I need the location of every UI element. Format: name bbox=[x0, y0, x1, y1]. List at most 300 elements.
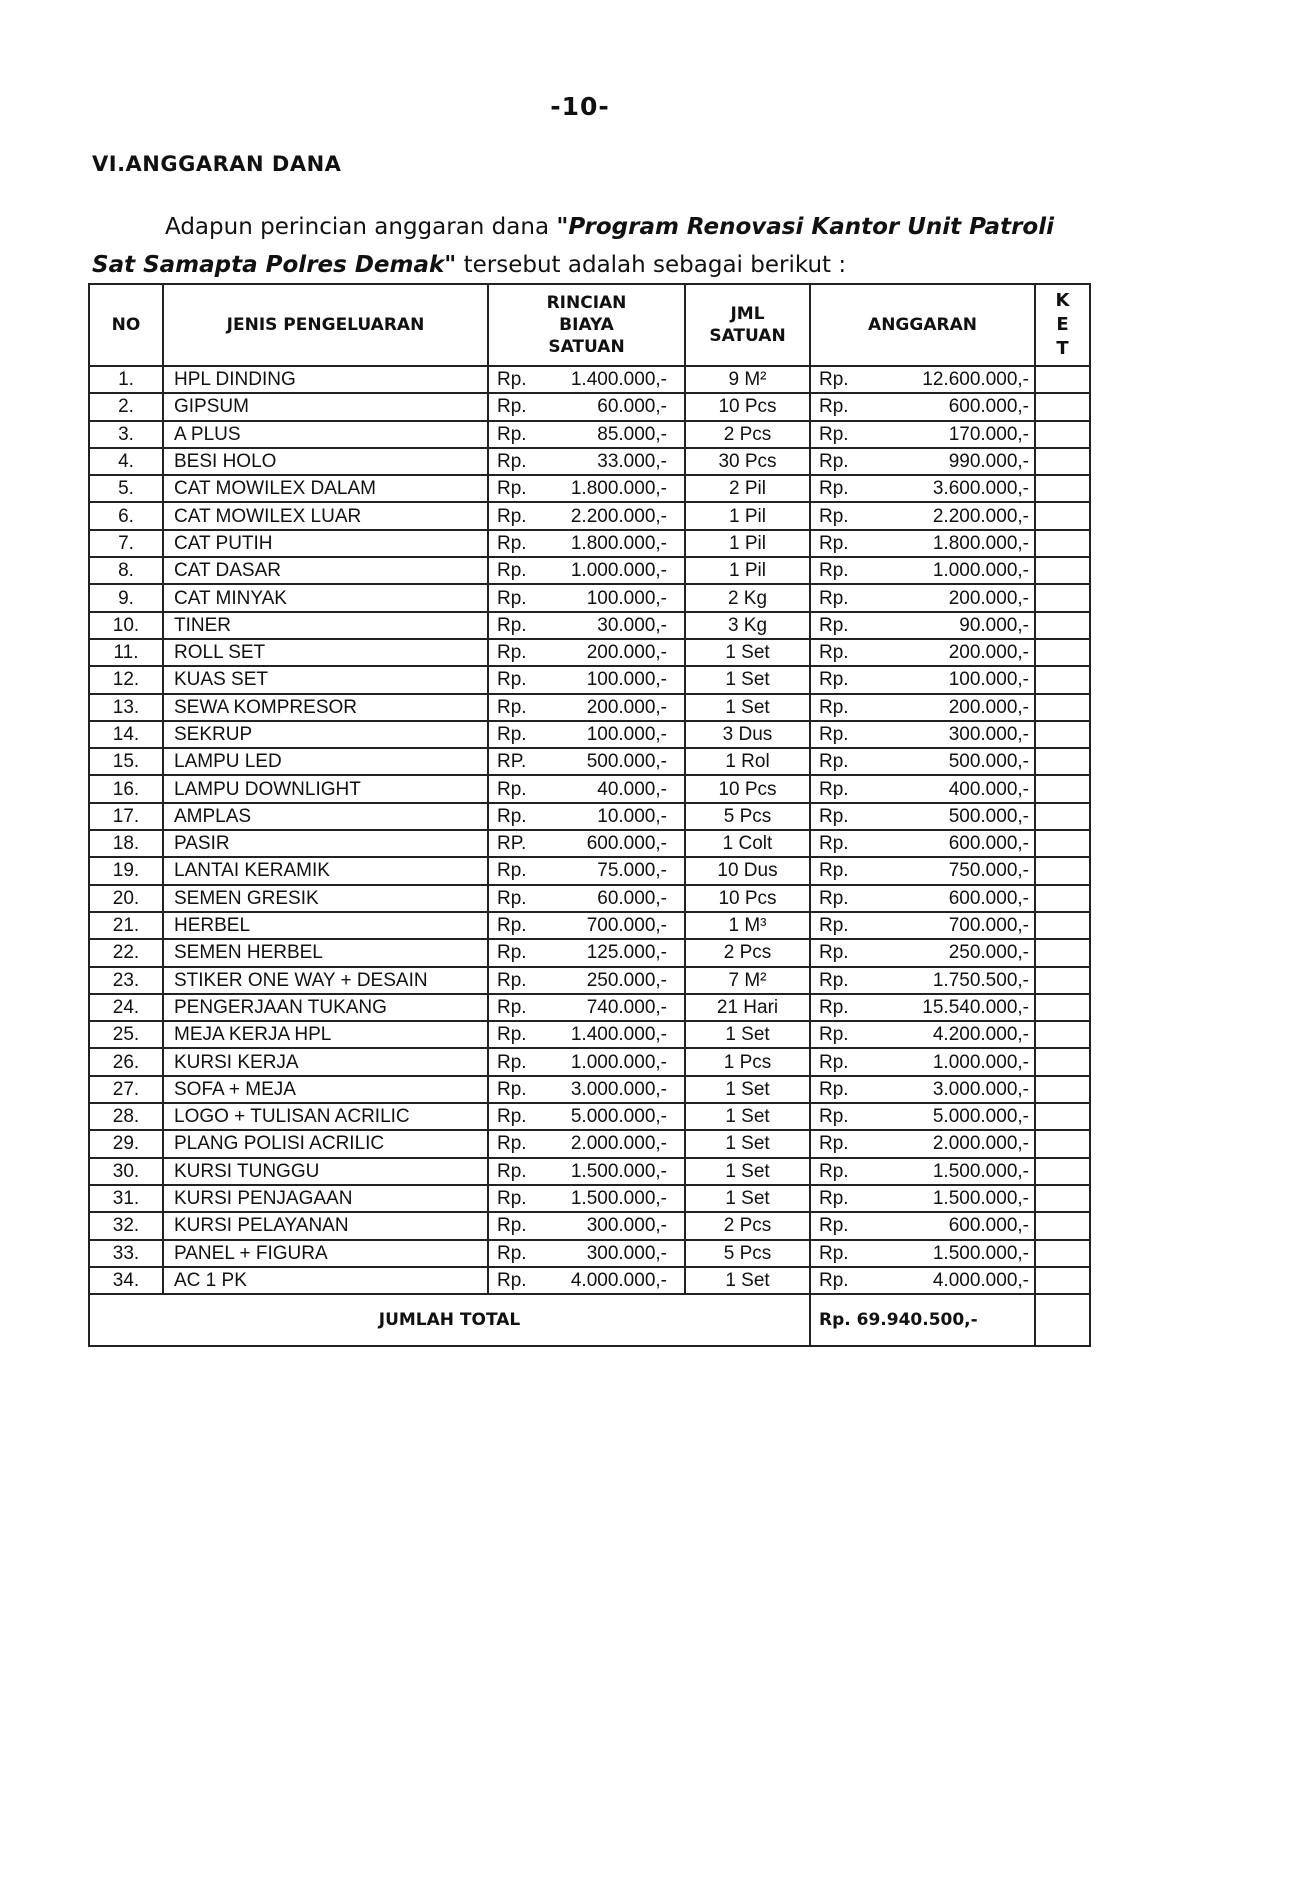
cell-no: 19. bbox=[89, 857, 163, 884]
table-row bbox=[89, 1021, 1090, 1048]
biaya-currency: Rp. bbox=[497, 532, 527, 554]
anggaran-amount: 90.000,- bbox=[959, 614, 1029, 636]
cell-ket bbox=[1035, 721, 1090, 748]
cell-no: 12. bbox=[89, 666, 163, 693]
total-row bbox=[89, 1294, 1090, 1346]
biaya-currency: Rp. bbox=[497, 587, 527, 609]
biaya-amount: 100.000,- bbox=[586, 669, 667, 691]
table-row bbox=[89, 967, 1090, 994]
anggaran-currency: Rp. bbox=[819, 1160, 849, 1182]
cell-anggaran bbox=[810, 366, 1035, 393]
biaya-amount: 500.000,- bbox=[586, 751, 667, 773]
cell-jenis: PANEL + FIGURA bbox=[163, 1240, 488, 1267]
cell-no: 9. bbox=[89, 584, 163, 611]
cell-jml: 1 Set bbox=[685, 1103, 810, 1130]
biaya-currency: Rp. bbox=[497, 1024, 527, 1046]
cell-ket bbox=[1035, 421, 1090, 448]
cell-jenis: BESI HOLO bbox=[163, 448, 488, 475]
cell-ket bbox=[1035, 857, 1090, 884]
anggaran-currency: Rp. bbox=[819, 969, 849, 991]
table-row bbox=[89, 803, 1090, 830]
table-row bbox=[89, 1130, 1090, 1157]
anggaran-amount: 200.000,- bbox=[948, 587, 1029, 609]
cell-jml: 10 Dus bbox=[685, 857, 810, 884]
cell-no: 26. bbox=[89, 1048, 163, 1075]
cell-no: 34. bbox=[89, 1267, 163, 1294]
cell-anggaran bbox=[810, 393, 1035, 420]
anggaran-amount: 990.000,- bbox=[948, 451, 1029, 473]
cell-biaya bbox=[488, 994, 685, 1021]
intro-after: tersebut adalah sebagai berikut : bbox=[456, 252, 847, 278]
cell-ket bbox=[1035, 830, 1090, 857]
cell-no: 3. bbox=[89, 421, 163, 448]
anggaran-currency: Rp. bbox=[819, 996, 849, 1018]
anggaran-currency: Rp. bbox=[819, 1024, 849, 1046]
cell-anggaran bbox=[810, 666, 1035, 693]
cell-jml: 1 Set bbox=[685, 1130, 810, 1157]
biaya-amount: 600.000,- bbox=[586, 833, 667, 855]
cell-biaya bbox=[488, 530, 685, 557]
table-row bbox=[89, 775, 1090, 802]
biaya-amount: 1.400.000,- bbox=[570, 1024, 667, 1046]
biaya-amount: 200.000,- bbox=[586, 642, 667, 664]
cell-anggaran bbox=[810, 557, 1035, 584]
table-row bbox=[89, 366, 1090, 393]
anggaran-amount: 1.500.000,- bbox=[932, 1188, 1029, 1210]
cell-ket bbox=[1035, 939, 1090, 966]
anggaran-amount: 400.000,- bbox=[948, 778, 1029, 800]
table-row bbox=[89, 694, 1090, 721]
cell-anggaran bbox=[810, 939, 1035, 966]
cell-jml: 1 Set bbox=[685, 639, 810, 666]
biaya-currency: Rp. bbox=[497, 778, 527, 800]
table-row bbox=[89, 639, 1090, 666]
biaya-amount: 1.800.000,- bbox=[570, 532, 667, 554]
cell-anggaran bbox=[810, 421, 1035, 448]
cell-jml: 1 M³ bbox=[685, 912, 810, 939]
biaya-amount: 1.500.000,- bbox=[570, 1188, 667, 1210]
biaya-currency: Rp. bbox=[497, 915, 527, 937]
table-row bbox=[89, 748, 1090, 775]
cell-ket bbox=[1035, 612, 1090, 639]
anggaran-currency: Rp. bbox=[819, 396, 849, 418]
anggaran-amount: 4.000.000,- bbox=[932, 1269, 1029, 1291]
anggaran-amount: 2.200.000,- bbox=[932, 505, 1029, 527]
biaya-currency: Rp. bbox=[497, 1160, 527, 1182]
cell-no: 14. bbox=[89, 721, 163, 748]
biaya-currency: Rp. bbox=[497, 1188, 527, 1210]
header-jenis: JENIS PENGELUARAN bbox=[163, 284, 488, 366]
biaya-currency: Rp. bbox=[497, 1242, 527, 1264]
cell-no: 7. bbox=[89, 530, 163, 557]
cell-jml: 9 M² bbox=[685, 366, 810, 393]
biaya-amount: 100.000,- bbox=[586, 587, 667, 609]
cell-no: 8. bbox=[89, 557, 163, 584]
header-no: NO bbox=[89, 284, 163, 366]
biaya-amount: 740.000,- bbox=[586, 996, 667, 1018]
biaya-currency: Rp. bbox=[497, 423, 527, 445]
cell-jenis: PASIR bbox=[163, 830, 488, 857]
cell-jml: 30 Pcs bbox=[685, 448, 810, 475]
cell-jml: 1 Set bbox=[685, 1021, 810, 1048]
biaya-amount: 60.000,- bbox=[597, 887, 667, 909]
anggaran-currency: Rp. bbox=[819, 560, 849, 582]
anggaran-currency: Rp. bbox=[819, 1188, 849, 1210]
table-row bbox=[89, 857, 1090, 884]
cell-jenis: HPL DINDING bbox=[163, 366, 488, 393]
cell-ket bbox=[1035, 885, 1090, 912]
table-row bbox=[89, 557, 1090, 584]
cell-jenis: KURSI PENJAGAAN bbox=[163, 1185, 488, 1212]
anggaran-amount: 170.000,- bbox=[948, 423, 1029, 445]
table-row bbox=[89, 502, 1090, 529]
table-row bbox=[89, 994, 1090, 1021]
cell-biaya bbox=[488, 748, 685, 775]
cell-biaya bbox=[488, 721, 685, 748]
biaya-amount: 2.200.000,- bbox=[570, 505, 667, 527]
table-row bbox=[89, 1076, 1090, 1103]
cell-ket bbox=[1035, 1267, 1090, 1294]
cell-jenis: ROLL SET bbox=[163, 639, 488, 666]
anggaran-amount: 600.000,- bbox=[948, 1215, 1029, 1237]
cell-no: 21. bbox=[89, 912, 163, 939]
biaya-currency: Rp. bbox=[497, 805, 527, 827]
cell-jenis: MEJA KERJA HPL bbox=[163, 1021, 488, 1048]
anggaran-amount: 5.000.000,- bbox=[932, 1106, 1029, 1128]
biaya-currency: RP. bbox=[497, 751, 527, 773]
cell-jml: 1 Set bbox=[685, 1185, 810, 1212]
cell-jenis: SEMEN HERBEL bbox=[163, 939, 488, 966]
cell-ket bbox=[1035, 530, 1090, 557]
cell-no: 28. bbox=[89, 1103, 163, 1130]
anggaran-amount: 1.500.000,- bbox=[932, 1242, 1029, 1264]
biaya-currency: Rp. bbox=[497, 642, 527, 664]
cell-anggaran bbox=[810, 1048, 1035, 1075]
table-row bbox=[89, 1048, 1090, 1075]
cell-jml: 1 Set bbox=[685, 1076, 810, 1103]
cell-ket bbox=[1035, 1048, 1090, 1075]
cell-jenis: KURSI TUNGGU bbox=[163, 1158, 488, 1185]
header-ket: K E T bbox=[1035, 284, 1090, 366]
cell-jenis: LOGO + TULISAN ACRILIC bbox=[163, 1103, 488, 1130]
cell-anggaran bbox=[810, 502, 1035, 529]
table-row bbox=[89, 1103, 1090, 1130]
cell-ket bbox=[1035, 366, 1090, 393]
biaya-amount: 33.000,- bbox=[597, 451, 667, 473]
intro-before: Adapun perincian anggaran dana bbox=[165, 214, 557, 240]
biaya-currency: Rp. bbox=[497, 396, 527, 418]
cell-jenis: CAT DASAR bbox=[163, 557, 488, 584]
cell-no: 11. bbox=[89, 639, 163, 666]
cell-no: 17. bbox=[89, 803, 163, 830]
anggaran-amount: 1.000.000,- bbox=[932, 560, 1029, 582]
cell-no: 22. bbox=[89, 939, 163, 966]
biaya-amount: 75.000,- bbox=[597, 860, 667, 882]
cell-ket bbox=[1035, 912, 1090, 939]
cell-ket bbox=[1035, 1103, 1090, 1130]
biaya-currency: Rp. bbox=[497, 1078, 527, 1100]
biaya-amount: 60.000,- bbox=[597, 396, 667, 418]
anggaran-amount: 250.000,- bbox=[948, 942, 1029, 964]
biaya-currency: RP. bbox=[497, 833, 527, 855]
biaya-currency: Rp. bbox=[497, 1269, 527, 1291]
cell-anggaran bbox=[810, 1103, 1035, 1130]
total-label: JUMLAH TOTAL bbox=[89, 1294, 810, 1346]
cell-no: 23. bbox=[89, 967, 163, 994]
biaya-amount: 5.000.000,- bbox=[570, 1106, 667, 1128]
cell-ket bbox=[1035, 1130, 1090, 1157]
table-row bbox=[89, 475, 1090, 502]
biaya-amount: 4.000.000,- bbox=[570, 1269, 667, 1291]
cell-jml: 10 Pcs bbox=[685, 393, 810, 420]
anggaran-amount: 4.200.000,- bbox=[932, 1024, 1029, 1046]
cell-jenis: LAMPU DOWNLIGHT bbox=[163, 775, 488, 802]
table-row bbox=[89, 1267, 1090, 1294]
anggaran-amount: 3.000.000,- bbox=[932, 1078, 1029, 1100]
cell-jml: 7 M² bbox=[685, 967, 810, 994]
cell-ket bbox=[1035, 448, 1090, 475]
cell-jml: 2 Pcs bbox=[685, 939, 810, 966]
anggaran-currency: Rp. bbox=[819, 587, 849, 609]
cell-jenis: KUAS SET bbox=[163, 666, 488, 693]
cell-no: 24. bbox=[89, 994, 163, 1021]
biaya-amount: 200.000,- bbox=[586, 696, 667, 718]
anggaran-amount: 600.000,- bbox=[948, 833, 1029, 855]
cell-biaya bbox=[488, 830, 685, 857]
biaya-currency: Rp. bbox=[497, 505, 527, 527]
cell-jml: 2 Pil bbox=[685, 475, 810, 502]
table-row bbox=[89, 393, 1090, 420]
cell-jenis: LAMPU LED bbox=[163, 748, 488, 775]
biaya-amount: 300.000,- bbox=[586, 1242, 667, 1264]
table-row bbox=[89, 1212, 1090, 1239]
biaya-amount: 85.000,- bbox=[597, 423, 667, 445]
cell-biaya bbox=[488, 666, 685, 693]
cell-no: 29. bbox=[89, 1130, 163, 1157]
biaya-currency: Rp. bbox=[497, 1133, 527, 1155]
cell-anggaran bbox=[810, 857, 1035, 884]
anggaran-amount: 300.000,- bbox=[948, 724, 1029, 745]
cell-ket bbox=[1035, 557, 1090, 584]
anggaran-currency: Rp. bbox=[819, 805, 849, 827]
cell-anggaran bbox=[810, 448, 1035, 475]
cell-biaya bbox=[488, 803, 685, 830]
table-row bbox=[89, 584, 1090, 611]
cell-jml: 1 Set bbox=[685, 694, 810, 721]
cell-biaya bbox=[488, 967, 685, 994]
cell-ket bbox=[1035, 475, 1090, 502]
anggaran-currency: Rp. bbox=[819, 1078, 849, 1100]
biaya-currency: Rp. bbox=[497, 1051, 527, 1073]
cell-no: 1. bbox=[89, 366, 163, 393]
cell-jml: 2 Pcs bbox=[685, 421, 810, 448]
biaya-currency: Rp. bbox=[497, 942, 527, 964]
biaya-amount: 1.500.000,- bbox=[570, 1160, 667, 1182]
cell-biaya bbox=[488, 557, 685, 584]
total-value: Rp. 69.940.500,- bbox=[810, 1294, 1035, 1346]
cell-biaya bbox=[488, 475, 685, 502]
anggaran-currency: Rp. bbox=[819, 614, 849, 636]
cell-anggaran bbox=[810, 1130, 1035, 1157]
cell-biaya bbox=[488, 775, 685, 802]
cell-biaya bbox=[488, 1240, 685, 1267]
biaya-amount: 40.000,- bbox=[597, 778, 667, 800]
cell-jenis: KURSI KERJA bbox=[163, 1048, 488, 1075]
cell-anggaran bbox=[810, 1212, 1035, 1239]
anggaran-currency: Rp. bbox=[819, 724, 849, 745]
cell-no: 27. bbox=[89, 1076, 163, 1103]
cell-anggaran bbox=[810, 1240, 1035, 1267]
cell-jml: 3 Kg bbox=[685, 612, 810, 639]
anggaran-currency: Rp. bbox=[819, 369, 849, 391]
biaya-amount: 10.000,- bbox=[597, 805, 667, 827]
cell-jenis: CAT PUTIH bbox=[163, 530, 488, 557]
biaya-currency: Rp. bbox=[497, 1215, 527, 1237]
biaya-currency: Rp. bbox=[497, 614, 527, 636]
anggaran-amount: 3.600.000,- bbox=[932, 478, 1029, 500]
cell-no: 30. bbox=[89, 1158, 163, 1185]
cell-ket bbox=[1035, 584, 1090, 611]
cell-jenis: AC 1 PK bbox=[163, 1267, 488, 1294]
anggaran-amount: 600.000,- bbox=[948, 887, 1029, 909]
anggaran-currency: Rp. bbox=[819, 642, 849, 664]
cell-jenis: PLANG POLISI ACRILIC bbox=[163, 1130, 488, 1157]
cell-no: 2. bbox=[89, 393, 163, 420]
cell-jenis: CAT MOWILEX LUAR bbox=[163, 502, 488, 529]
cell-anggaran bbox=[810, 748, 1035, 775]
total-ket-cell bbox=[1035, 1294, 1090, 1346]
anggaran-currency: Rp. bbox=[819, 478, 849, 500]
biaya-amount: 1.800.000,- bbox=[570, 478, 667, 500]
cell-jenis: GIPSUM bbox=[163, 393, 488, 420]
cell-anggaran bbox=[810, 775, 1035, 802]
biaya-amount: 700.000,- bbox=[586, 915, 667, 937]
table-row bbox=[89, 612, 1090, 639]
anggaran-currency: Rp. bbox=[819, 423, 849, 445]
anggaran-currency: Rp. bbox=[819, 887, 849, 909]
cell-biaya bbox=[488, 857, 685, 884]
cell-biaya bbox=[488, 1021, 685, 1048]
cell-ket bbox=[1035, 967, 1090, 994]
cell-anggaran bbox=[810, 530, 1035, 557]
cell-anggaran bbox=[810, 1267, 1035, 1294]
table-row bbox=[89, 530, 1090, 557]
cell-no: 20. bbox=[89, 885, 163, 912]
cell-anggaran bbox=[810, 1185, 1035, 1212]
cell-jenis: TINER bbox=[163, 612, 488, 639]
anggaran-currency: Rp. bbox=[819, 451, 849, 473]
anggaran-amount: 12.600.000,- bbox=[922, 369, 1029, 391]
anggaran-currency: Rp. bbox=[819, 1133, 849, 1155]
cell-jml: 1 Pil bbox=[685, 502, 810, 529]
table-row bbox=[89, 1185, 1090, 1212]
anggaran-amount: 1.800.000,- bbox=[932, 532, 1029, 554]
cell-ket bbox=[1035, 639, 1090, 666]
anggaran-amount: 500.000,- bbox=[948, 751, 1029, 773]
cell-jml: 1 Set bbox=[685, 666, 810, 693]
cell-ket bbox=[1035, 393, 1090, 420]
cell-ket bbox=[1035, 1158, 1090, 1185]
anggaran-currency: Rp. bbox=[819, 860, 849, 882]
biaya-currency: Rp. bbox=[497, 969, 527, 991]
cell-biaya bbox=[488, 1185, 685, 1212]
cell-jenis: SOFA + MEJA bbox=[163, 1076, 488, 1103]
cell-jml: 2 Kg bbox=[685, 584, 810, 611]
anggaran-amount: 100.000,- bbox=[948, 669, 1029, 691]
anggaran-currency: Rp. bbox=[819, 1242, 849, 1264]
biaya-currency: Rp. bbox=[497, 860, 527, 882]
cell-ket bbox=[1035, 1076, 1090, 1103]
cell-no: 25. bbox=[89, 1021, 163, 1048]
cell-jml: 1 Set bbox=[685, 1267, 810, 1294]
biaya-currency: Rp. bbox=[497, 560, 527, 582]
anggaran-amount: 2.000.000,- bbox=[932, 1133, 1029, 1155]
cell-anggaran bbox=[810, 639, 1035, 666]
cell-no: 32. bbox=[89, 1212, 163, 1239]
header-jml: JML SATUAN bbox=[685, 284, 810, 366]
cell-jenis: AMPLAS bbox=[163, 803, 488, 830]
cell-jenis: CAT MINYAK bbox=[163, 584, 488, 611]
biaya-currency: Rp. bbox=[497, 996, 527, 1018]
cell-biaya bbox=[488, 393, 685, 420]
cell-jenis: KURSI PELAYANAN bbox=[163, 1212, 488, 1239]
anggaran-amount: 1.750.500,- bbox=[932, 969, 1029, 991]
cell-biaya bbox=[488, 639, 685, 666]
anggaran-currency: Rp. bbox=[819, 1215, 849, 1237]
cell-anggaran bbox=[810, 994, 1035, 1021]
cell-ket bbox=[1035, 1240, 1090, 1267]
cell-biaya bbox=[488, 1267, 685, 1294]
cell-jml: 1 Pil bbox=[685, 557, 810, 584]
cell-jenis: SEWA KOMPRESOR bbox=[163, 694, 488, 721]
anggaran-currency: Rp. bbox=[819, 505, 849, 527]
anggaran-amount: 1.500.000,- bbox=[932, 1160, 1029, 1182]
anggaran-amount: 600.000,- bbox=[948, 396, 1029, 418]
biaya-currency: Rp. bbox=[497, 478, 527, 500]
cell-biaya bbox=[488, 885, 685, 912]
budget-table bbox=[88, 283, 1091, 1347]
cell-anggaran bbox=[810, 694, 1035, 721]
cell-ket bbox=[1035, 748, 1090, 775]
anggaran-currency: Rp. bbox=[819, 942, 849, 964]
cell-no: 33. bbox=[89, 1240, 163, 1267]
cell-anggaran bbox=[810, 912, 1035, 939]
cell-ket bbox=[1035, 666, 1090, 693]
cell-jml: 2 Pcs bbox=[685, 1212, 810, 1239]
table-row bbox=[89, 1240, 1090, 1267]
cell-biaya bbox=[488, 502, 685, 529]
cell-biaya bbox=[488, 694, 685, 721]
cell-no: 16. bbox=[89, 775, 163, 802]
biaya-amount: 100.000,- bbox=[586, 724, 667, 745]
anggaran-currency: Rp. bbox=[819, 833, 849, 855]
table-row bbox=[89, 721, 1090, 748]
program-name: "Program Renovasi Kantor Unit Patroli Sat Samapta Polres Demak" bbox=[92, 214, 1054, 278]
cell-biaya bbox=[488, 912, 685, 939]
cell-biaya bbox=[488, 1212, 685, 1239]
table-row bbox=[89, 830, 1090, 857]
cell-biaya bbox=[488, 1076, 685, 1103]
cell-jenis: STIKER ONE WAY + DESAIN bbox=[163, 967, 488, 994]
cell-anggaran bbox=[810, 584, 1035, 611]
cell-ket bbox=[1035, 502, 1090, 529]
biaya-amount: 2.000.000,- bbox=[570, 1133, 667, 1155]
cell-anggaran bbox=[810, 967, 1035, 994]
cell-anggaran bbox=[810, 830, 1035, 857]
anggaran-amount: 200.000,- bbox=[948, 642, 1029, 664]
cell-ket bbox=[1035, 1021, 1090, 1048]
cell-jml: 5 Pcs bbox=[685, 803, 810, 830]
